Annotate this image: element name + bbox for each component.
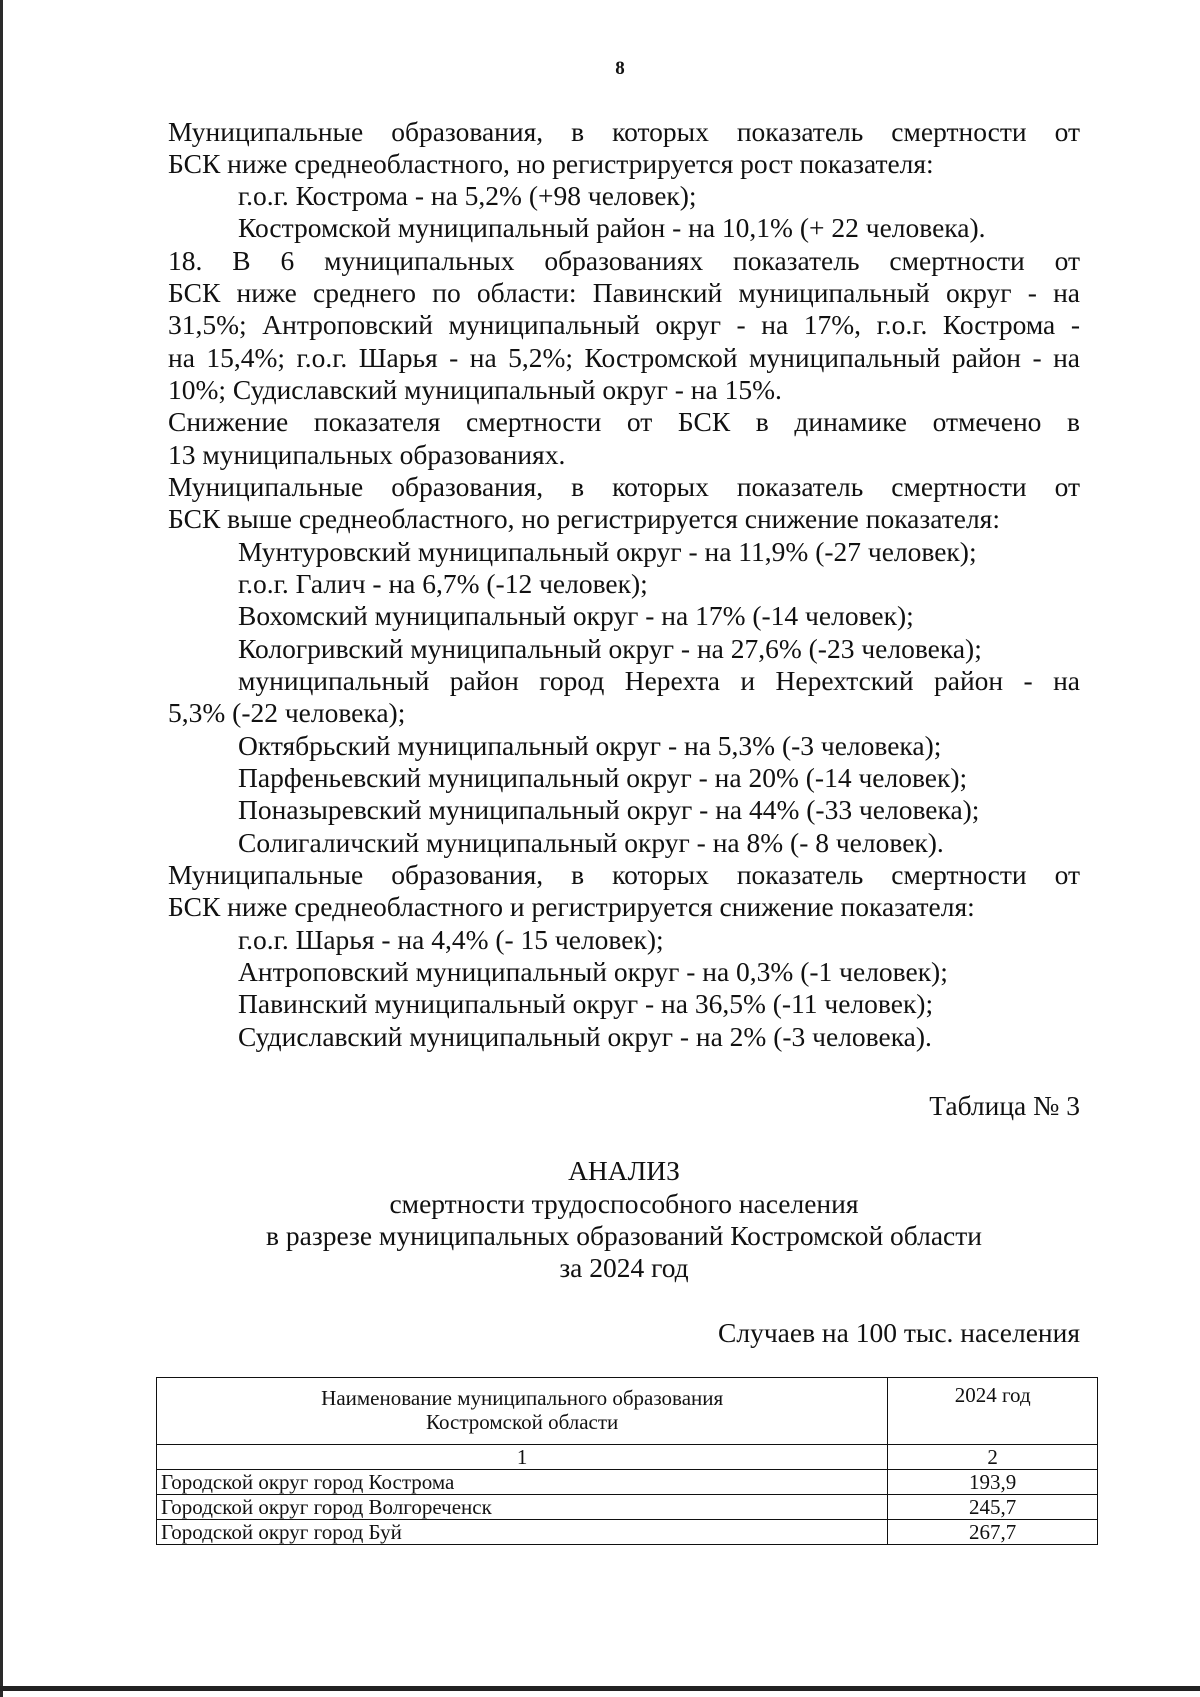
paragraph-line: 13 муниципальных образованиях. <box>168 439 566 470</box>
mortality-value: 193,9 <box>888 1470 1098 1495</box>
page-left-edge <box>0 0 3 1697</box>
header-year: 2024 год <box>888 1378 1098 1445</box>
paragraph-line: Поназыревский муниципальный округ - на 44% (-33 человека); <box>238 794 980 825</box>
paragraph-line: 5,3% (-22 человека); <box>168 697 406 728</box>
paragraph-line: 31,5%; Антроповский муниципальный округ - на 17%, г.о.г. Кострома - <box>168 309 1080 340</box>
paragraph-line: Парфеньевский муниципальный округ - на 20% (-14 человек); <box>238 762 968 793</box>
paragraph-line: Судиславский муниципальный округ - на 2% (-3 человека). <box>238 1021 932 1052</box>
paragraph-line: Муниципальные образования, в которых показатель смертности от <box>168 116 1080 147</box>
paragraph-line: Костромской муниципальный район - на 10,1% (+ 22 человека). <box>238 212 986 243</box>
table-subtitle: за 2024 год <box>559 1252 689 1283</box>
paragraph-line: Павинский муниципальный округ - на 36,5% (-11 человек); <box>238 988 934 1019</box>
paragraph-line: 10%; Судиславский муниципальный округ - на 15%. <box>168 374 782 405</box>
paragraph-line: БСК ниже среднего по области: Павинский муниципальный округ - на <box>168 277 1080 308</box>
paragraph-line: Снижение показателя смертности от БСК в динамике отмечено в <box>168 406 1080 437</box>
paragraph-line: 18. В 6 муниципальных образованиях показатель смертности от <box>168 245 1080 276</box>
column-number: 1 <box>157 1445 888 1470</box>
page-bottom-edge <box>0 1686 1200 1691</box>
table-units: Случаев на 100 тыс. населения <box>718 1317 1080 1348</box>
paragraph-line: Солигаличский муниципальный округ - на 8% (- 8 человек). <box>238 827 944 858</box>
paragraph-line: на 15,4%; г.о.г. Шарья - на 5,2%; Костромской муниципальный район - на <box>168 342 1080 373</box>
paragraph-line: Антроповский муниципальный округ - на 0,3% (-1 человек); <box>238 956 948 987</box>
municipality-name: Городской округ город Волгореченск <box>157 1495 888 1520</box>
table-header-row <box>157 1378 1098 1445</box>
table-title: АНАЛИЗ <box>568 1155 680 1186</box>
table-row <box>157 1520 1098 1545</box>
header-municipality <box>157 1378 888 1445</box>
table-column-numbers-row <box>157 1445 1098 1470</box>
paragraph-line: Муниципальные образования, в которых показатель смертности от <box>168 859 1080 890</box>
paragraph-line: БСК ниже среднеобластного и регистрируется снижение показателя: <box>168 891 975 922</box>
table-subtitle: в разрезе муниципальных образований Костромской области <box>266 1220 982 1251</box>
paragraph-line: Мунтуровский муниципальный округ - на 11,9% (-27 человек); <box>238 536 977 567</box>
page-number: 8 <box>615 58 625 79</box>
paragraph-line: г.о.г. Кострома - на 5,2% (+98 человек); <box>238 180 697 211</box>
paragraph-line: БСК ниже среднеобластного, но регистрируется рост показателя: <box>168 148 934 179</box>
header-municipality-line: Наименование муниципального образования <box>321 1386 724 1410</box>
table-row <box>157 1470 1098 1495</box>
table-subtitle: смертности трудоспособного населения <box>389 1188 859 1219</box>
paragraph-line: г.о.г. Шарья - на 4,4% (- 15 человек); <box>238 924 664 955</box>
paragraph-line: Октябрьский муниципальный округ - на 5,3% (-3 человека); <box>238 730 942 761</box>
header-municipality-line: Костромской области <box>426 1410 619 1434</box>
paragraph-line: муниципальный район город Нерехта и Нерехтский район - на <box>238 665 1080 696</box>
table-caption: Таблица № 3 <box>929 1090 1080 1121</box>
paragraph-line: Кологривский муниципальный округ - на 27,6% (-23 человека); <box>238 633 982 664</box>
paragraph-line: БСК выше среднеобластного, но регистрируется снижение показателя: <box>168 503 1000 534</box>
table-row <box>157 1495 1098 1520</box>
paragraph-line: г.о.г. Галич - на 6,7% (-12 человек); <box>238 568 648 599</box>
mortality-table <box>156 1377 1098 1545</box>
municipality-name: Городской округ город Буй <box>157 1520 888 1545</box>
paragraph-line: Муниципальные образования, в которых показатель смертности от <box>168 471 1080 502</box>
mortality-value: 267,7 <box>888 1520 1098 1545</box>
paragraph-line: Вохомский муниципальный округ - на 17% (-14 человек); <box>238 600 914 631</box>
column-number: 2 <box>888 1445 1098 1470</box>
mortality-value: 245,7 <box>888 1495 1098 1520</box>
municipality-name: Городской округ город Кострома <box>157 1470 888 1495</box>
